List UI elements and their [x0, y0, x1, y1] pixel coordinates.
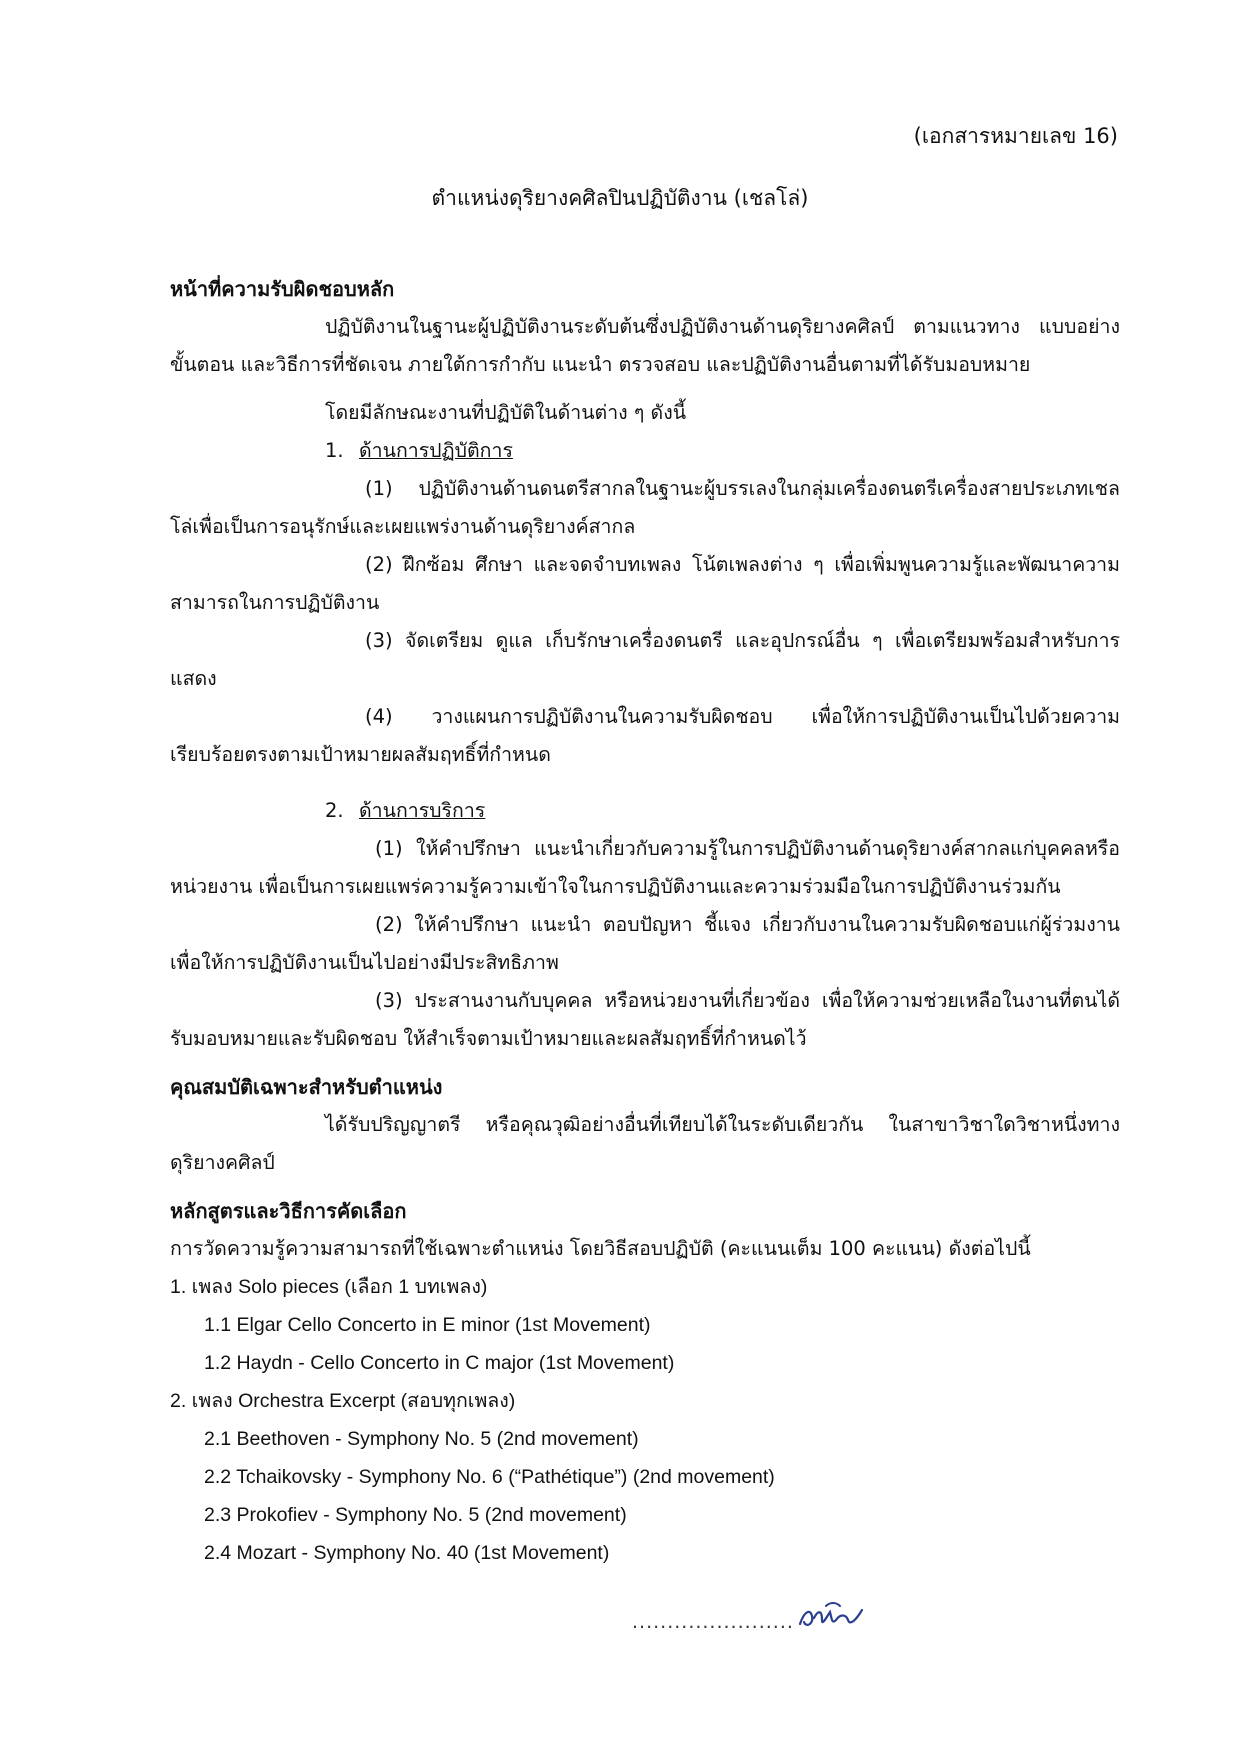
signature-line	[632, 1598, 866, 1634]
list-item: (1) ปฏิบัติงานด้านดนตรีสากลในฐานะผู้บรรเลงในกลุ่มเครื่องดนตรีเครื่องสายประเภทเชลโล่เพื่อเป็นการอนุรักษ์และเผยแพร่งานด้านดุริยางค์สากล	[170, 477, 1120, 538]
list-item: (1) ให้คำปรึกษา แนะนำเกี่ยวกับความรู้ในการปฏิบัติงานด้านดุริยางค์สากลแก่บุคคลหรือหน่วยงาน เพื่อเป็นการเผยแพร่ความรู้ความเข้าใจในการปฏิบัติงานและความร่วมมือในการปฏิบัติงานร่วมกัน	[170, 837, 1120, 898]
duties-lead: โดยมีลักษณะงานที่ปฏิบัติในด้านต่าง ๆ ดังนี้	[325, 401, 687, 424]
section-number: 1.	[325, 439, 344, 462]
piece-item: 1.1 Elgar Cello Concerto in E minor (1st Movement)	[204, 1314, 651, 1336]
list-item: (3) ประสานงานกับบุคคล หรือหน่วยงานที่เกี่ยวข้อง เพื่อให้ความช่วยเหลือในงานที่ตนได้รับมอบหมายและรับผิดชอบ ให้สำเร็จตามเป้าหมายและผลสัมฤทธิ์ที่กำหนดไว้	[170, 989, 1120, 1050]
qualifications-text: ได้รับปริญญาตรี หรือคุณวุฒิอย่างอื่นที่เทียบได้ในระดับเดียวกัน ในสาขาวิชาใดวิชาหนึ่งทางดุริยางคศิลป์	[170, 1113, 1120, 1174]
piece-item: 2.2 Tchaikovsky - Symphony No. 6 (“Pathétique”) (2nd movement)	[204, 1466, 775, 1488]
piece-item: 2.1 Beethoven - Symphony No. 5 (2nd movement)	[204, 1428, 639, 1450]
section-1-heading	[325, 432, 1120, 470]
selection-intro: การวัดความรู้ความสามารถที่ใช้เฉพาะตำแหน่ง โดยวิธีสอบปฏิบัติ (คะแนนเต็ม 100 คะแนน) ดังต่อไปนี้	[170, 1237, 1031, 1260]
list-item: (2) ฝึกซ้อม ศึกษา และจดจำบทเพลง โน้ตเพลงต่าง ๆ เพื่อเพิ่มพูนความรู้และพัฒนาความสามารถในการปฏิบัติงาน	[170, 553, 1120, 614]
selection-heading: หลักสูตรและวิธีการคัดเลือก	[170, 1199, 407, 1223]
section-label: ด้านการปฏิบัติการ	[359, 439, 513, 462]
piece-group-title: 2. เพลง Orchestra Excerpt (สอบทุกเพลง)	[170, 1390, 516, 1412]
section-number: 2.	[325, 799, 344, 822]
handwritten-signature	[796, 1598, 866, 1634]
list-item: (2) ให้คำปรึกษา แนะนำ ตอบปัญหา ชี้แจง เกี่ยวกับงานในความรับผิดชอบแก่ผู้ร่วมงานเพื่อให้การปฏิบัติงานเป็นไปอย่างมีประสิทธิภาพ	[170, 913, 1120, 974]
list-item: (4) วางแผนการปฏิบัติงานในความรับผิดชอบ เพื่อให้การปฏิบัติงานเป็นไปด้วยความเรียบร้อยตรงตามเป้าหมายผลสัมฤทธิ์ที่กำหนด	[170, 705, 1120, 766]
piece-item: 1.2 Haydn - Cello Concerto in C major (1st Movement)	[204, 1352, 675, 1374]
piece-item: 2.3 Prokofiev - Symphony No. 5 (2nd movement)	[204, 1504, 627, 1526]
document-title: ตำแหน่งดุริยางคศิลปินปฏิบัติงาน (เชลโล่)	[431, 186, 809, 210]
section-label: ด้านการบริการ	[359, 799, 486, 822]
list-item: (3) จัดเตรียม ดูแล เก็บรักษาเครื่องดนตรี และอุปกรณ์อื่น ๆ เพื่อเตรียมพร้อมสำหรับการแสดง	[170, 629, 1120, 690]
document-body	[170, 270, 1120, 1572]
piece-item: 2.4 Mozart - Symphony No. 40 (1st Movement)	[204, 1542, 610, 1564]
duties-intro: ปฏิบัติงานในฐานะผู้ปฏิบัติงานระดับต้นซึ่งปฏิบัติงานด้านดุริยางคศิลป์ ตามแนวทาง แบบอย่าง ขั้นตอน และวิธีการที่ชัดเจน ภายใต้การกำกับ แนะนำ ตรวจสอบ และปฏิบัติงานอื่นตามที่ได้รับมอบหมาย	[170, 315, 1120, 376]
section-2-heading	[325, 792, 1120, 830]
duties-heading: หน้าที่ความรับผิดชอบหลัก	[170, 277, 395, 301]
signature-dots: .......................	[632, 1611, 794, 1633]
qualifications-heading: คุณสมบัติเฉพาะสำหรับตำแหน่ง	[170, 1075, 443, 1099]
document-number: (เอกสารหมายเลข 16)	[913, 124, 1118, 148]
piece-group-title: 1. เพลง Solo pieces (เลือก 1 บทเพลง)	[170, 1276, 488, 1298]
